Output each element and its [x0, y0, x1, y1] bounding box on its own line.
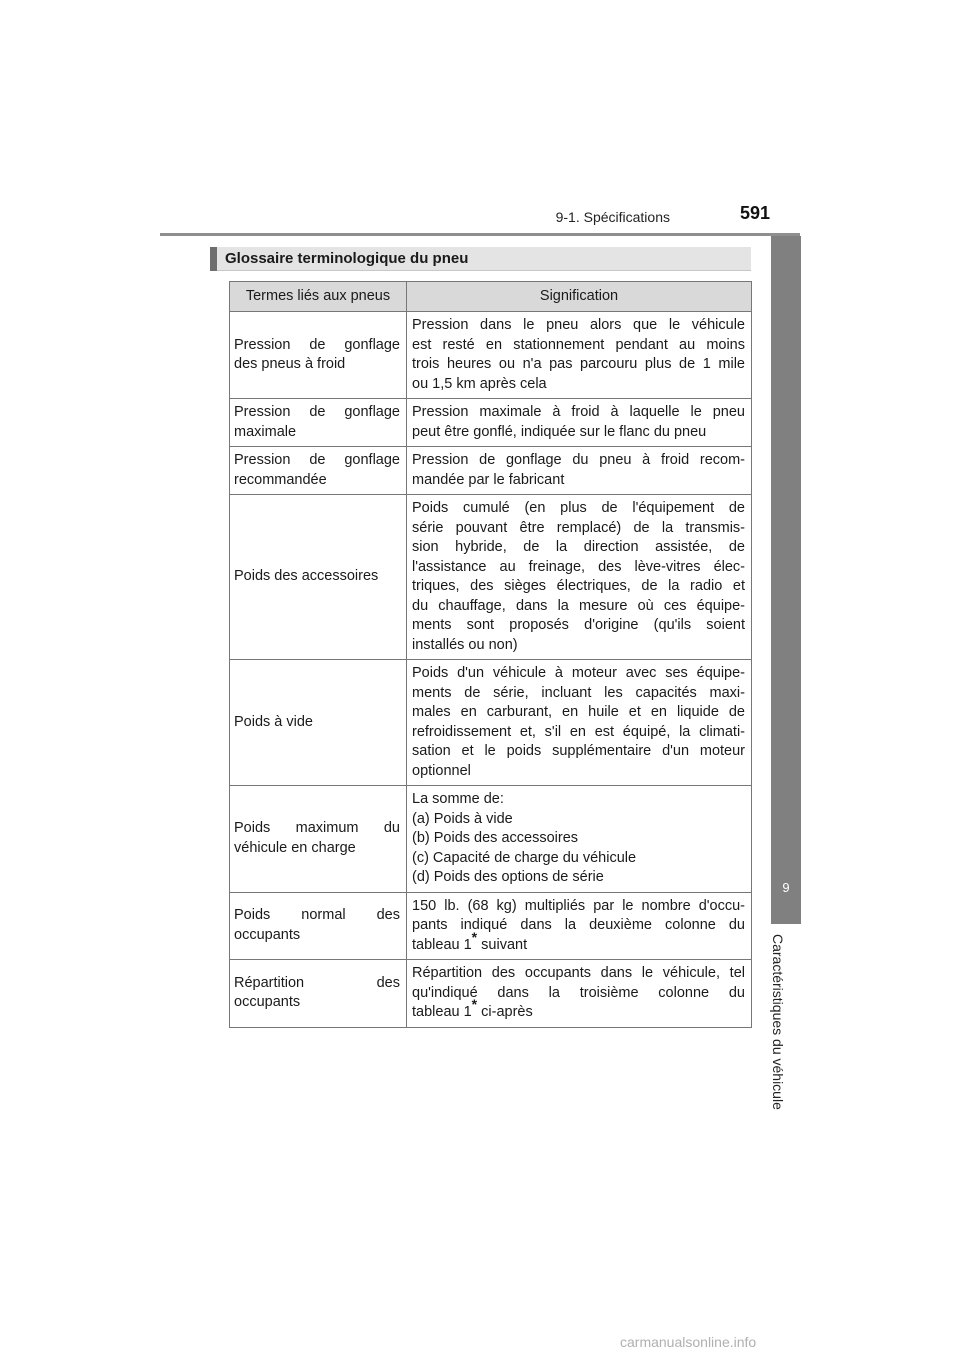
term-line: recommandée [234, 471, 327, 488]
term-line: Poids des accessoires [234, 568, 379, 585]
term-cell [230, 312, 407, 399]
chapter-tab [771, 236, 801, 924]
definition-line: (b) Poids des accessoires [412, 830, 579, 846]
definition-line [412, 928, 745, 956]
definition-line: Répartition des occupants dans le véhicule, tel [412, 965, 745, 981]
definition-cell [407, 960, 752, 1028]
definition-line: peut être gonflé, indiquée sur le flanc du pneu [412, 423, 707, 440]
term-line: Pression de gonflage [234, 336, 400, 353]
table-row [230, 447, 752, 495]
chapter-tab-caption: Caractéristiques du véhicule [770, 934, 786, 1110]
definition-line: pants indiqué dans la deuxième colonne du [412, 917, 745, 933]
page-number: 591 [739, 203, 770, 223]
definition-line: qu'indiqué dans la troisième colonne du [412, 984, 745, 1001]
table-row [230, 960, 752, 1028]
term-line: maximale [234, 423, 297, 440]
table-row [230, 399, 752, 447]
definition-line: du chauffage, dans la mesure où ces équipe- [412, 597, 745, 614]
definition-line: (a) Poids à vide [412, 810, 513, 827]
definition-line: Pression de gonflage du pneu à froid recom- [412, 452, 745, 468]
column-header-meaning: Signification [407, 282, 752, 312]
definition-cell [407, 495, 752, 660]
definition-line: installés ou non) [412, 636, 518, 653]
definition-line: Poids d'un véhicule à moteur avec ses équipe- [412, 665, 745, 681]
definition-cell [407, 447, 752, 495]
term-line: Pression de gonflage [234, 452, 400, 468]
definition-line: ou 1,5 km après cela [412, 375, 547, 392]
table-reference-suffix: ci-après [477, 1004, 533, 1020]
table-row [230, 495, 752, 660]
definition-line: ments sont proposés d'origine (qu'ils soient [412, 617, 745, 633]
running-header-section: 9-1. Spécifications [555, 209, 670, 225]
term-line: véhicule en charge [234, 839, 356, 856]
term-line: Pression de gonflage [234, 404, 400, 420]
definition-line: sion hybride, de la direction assistée, de [412, 539, 745, 555]
definition-line: 150 lb. (68 kg) multipliés par le nombre d'occu- [412, 897, 745, 914]
table-row [230, 312, 752, 399]
footnote-star-icon: * [471, 928, 478, 945]
table-row [230, 892, 752, 960]
term-line: Répartition des [234, 974, 400, 991]
column-header-terms: Termes liés aux pneus [230, 282, 407, 312]
definition-line: ments de série, incluant les capacités maxi- [412, 684, 745, 701]
section-heading-text: Glossaire terminologique du pneu [225, 250, 469, 267]
definition-line: sation et le poids supplémentaire d'un moteur [412, 743, 745, 759]
definition-line: est resté en stationnement pendant au moins [412, 336, 745, 353]
footnote-star-icon: * [471, 996, 478, 1013]
watermark: carmanualsonline.info [620, 1334, 757, 1350]
header-divider [160, 233, 800, 236]
definition-line: males en carburant, en huile et en liquide de [412, 704, 745, 720]
term-line: Poids normal des [234, 907, 400, 924]
term-cell [230, 960, 407, 1028]
term-cell [230, 892, 407, 960]
term-cell [230, 447, 407, 495]
definition-cell [407, 892, 752, 960]
tire-glossary-table [229, 281, 752, 1028]
definition-cell [407, 786, 752, 893]
definition-line: (c) Capacité de charge du véhicule [412, 849, 637, 866]
definition-line: optionnel [412, 762, 471, 779]
definition-line: Poids cumulé (en plus de l'équipement de [412, 500, 745, 516]
definition-line: refroidissement et, s'il en est équipé, la climati- [412, 723, 745, 740]
table-row [230, 786, 752, 893]
table-reference-text: tableau 1 [412, 936, 472, 953]
table-reference-suffix: suivant [477, 936, 528, 953]
definition-line: l'assistance au freinage, des lève-vitres élec- [412, 558, 745, 575]
term-line: Poids à vide [234, 713, 313, 730]
term-line: occupants [234, 926, 301, 943]
definition-cell [407, 660, 752, 786]
definition-line: Pression maximale à froid à laquelle le pneu [412, 404, 745, 420]
definition-line: Pression dans le pneu alors que le véhicule [412, 317, 745, 333]
definition-line: (d) Poids des options de série [412, 869, 604, 885]
term-line: Poids maximum du [234, 820, 400, 837]
chapter-tab-number: 9 [782, 880, 790, 895]
term-cell [230, 786, 407, 893]
definition-line: trois heures ou n'a pas parcouru plus de 1 mile [412, 356, 745, 372]
section-heading [210, 247, 751, 271]
definition-line: mandée par le fabricant [412, 471, 565, 488]
table-reference-text: tableau 1 [412, 1004, 472, 1020]
term-cell [230, 399, 407, 447]
term-cell [230, 495, 407, 660]
definition-cell [407, 312, 752, 399]
table-row [230, 660, 752, 786]
definition-line: série pouvant être remplacé) de la transmis- [412, 519, 745, 536]
definition-cell [407, 399, 752, 447]
section-heading-marker [210, 247, 217, 271]
term-line: des pneus à froid [234, 356, 346, 372]
definition-line [412, 996, 745, 1023]
definition-line: triques, des sièges électriques, de la radio et [412, 578, 745, 594]
definition-line: La somme de: [412, 791, 504, 807]
term-cell [230, 660, 407, 786]
table-header-row [230, 282, 752, 312]
term-line: occupants [234, 994, 301, 1011]
